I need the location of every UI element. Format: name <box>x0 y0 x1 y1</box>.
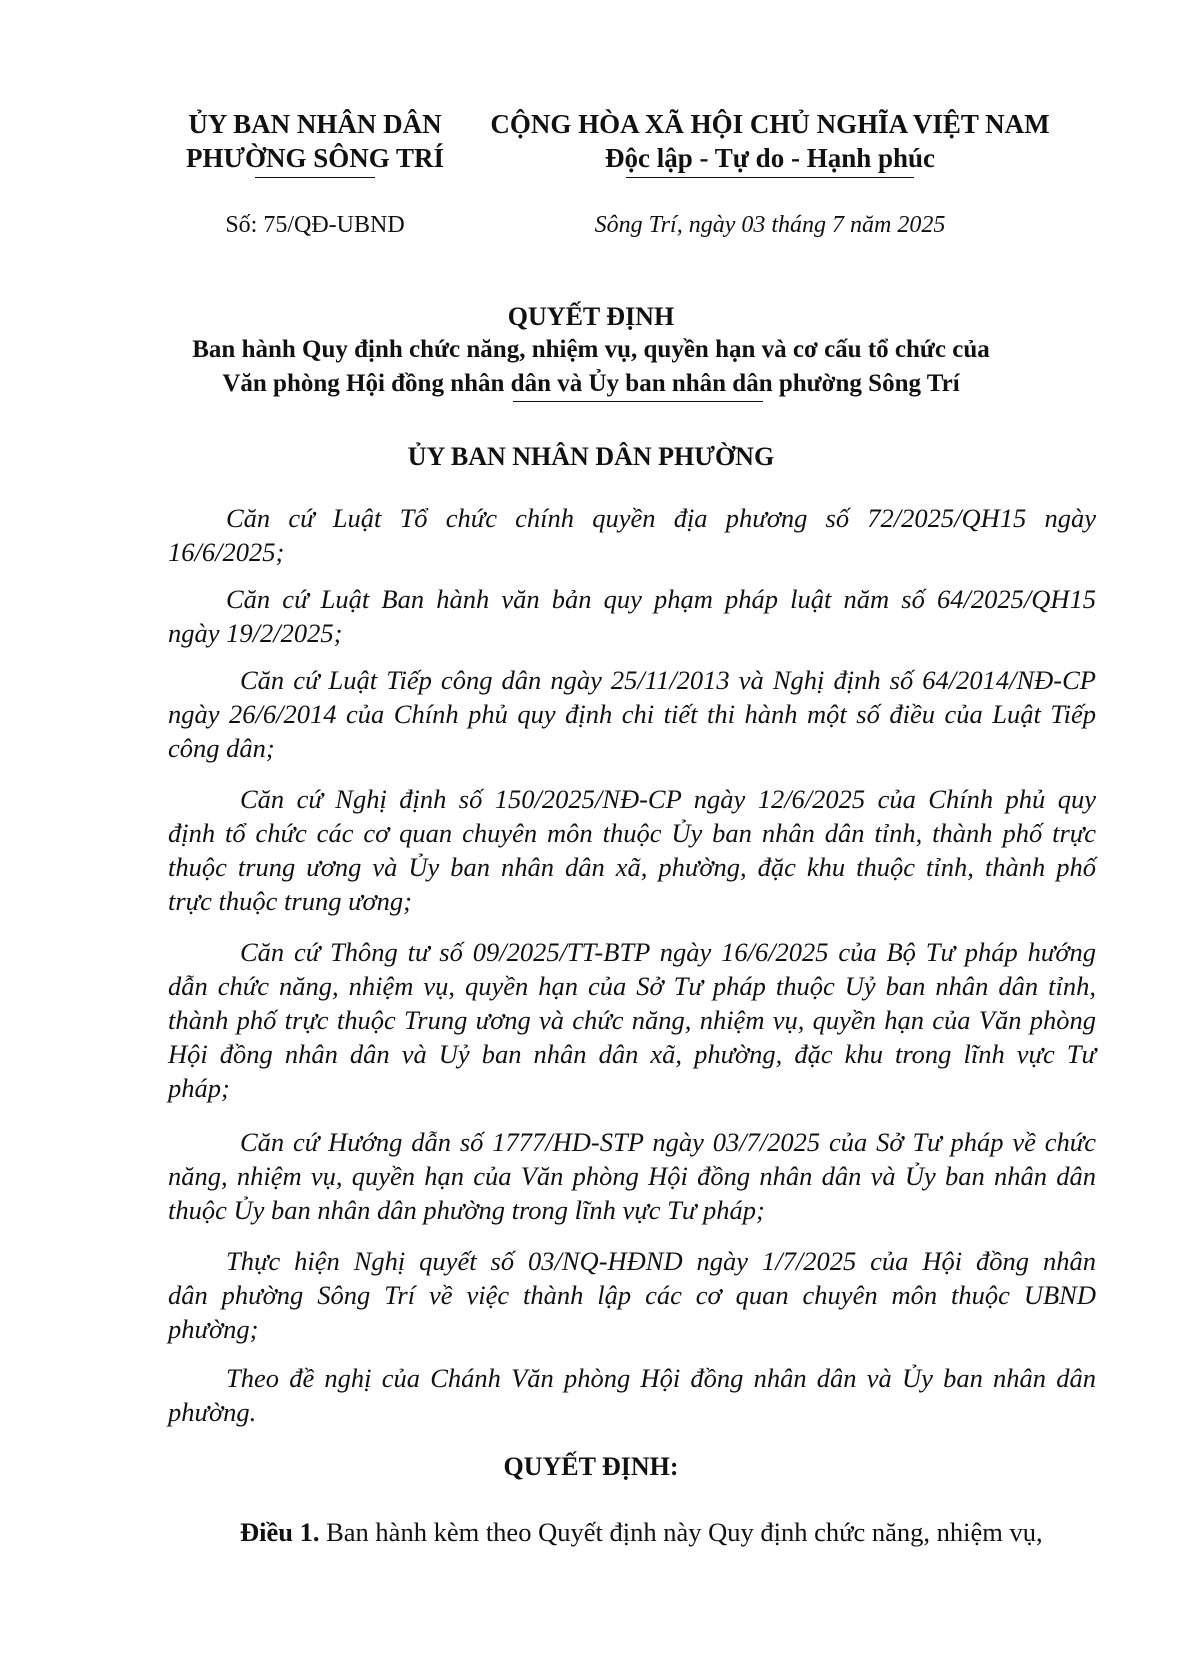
implementing-resolution-line: Thực hiện Nghị quyết số 03/NQ-HĐND ngày 1/7/2025 của Hội đồng nhân <box>226 1246 1096 1276</box>
title-underline <box>513 401 763 402</box>
motto-underline <box>626 177 914 178</box>
legal-basis-5-line: dẫn chức năng, nhiệm vụ, quyền hạn của Sở Tư pháp thuộc Uỷ ban nhân dân tỉnh, <box>168 971 1096 1001</box>
legal-basis-6 <box>168 1125 1096 1227</box>
national-title: CỘNG HÒA XÃ HỘI CHỦ NGHĨA VIỆT NAM <box>490 109 1050 139</box>
document-subject-line1: Ban hành Quy định chức năng, nhiệm vụ, quyền hạn và cơ cấu tổ chức của <box>192 336 990 363</box>
legal-basis-2-line: Căn cứ Luật Ban hành văn bản quy phạm pháp luật năm số 64/2025/QH15 <box>226 584 1096 614</box>
legal-basis-1-line: Căn cứ Luật Tổ chức chính quyền địa phương số 72/2025/QH15 ngày <box>226 503 1096 533</box>
legal-basis-3-line: công dân; <box>168 733 275 763</box>
legal-basis-4-line: thuộc trung ương và Ủy ban nhân dân xã, phường, đặc khu thuộc tỉnh, thành phố <box>168 852 1096 882</box>
legal-basis-2-line: ngày 19/2/2025; <box>168 618 343 648</box>
proposal-clause-line: phường. <box>168 1397 257 1427</box>
legal-basis-4-line: Căn cứ Nghị định số 150/2025/NĐ-CP ngày 12/6/2025 của Chính phủ quy <box>240 784 1096 814</box>
article-1 <box>168 1515 1096 1549</box>
agency-name-line2: PHƯỜNG SÔNG TRÍ <box>185 143 445 173</box>
issuing-authority: ỦY BAN NHÂN DÂN PHƯỜNG <box>407 442 775 471</box>
legal-basis-2 <box>168 582 1096 650</box>
legal-basis-6-line: Căn cứ Hướng dẫn số 1777/HD-STP ngày 03/7/2025 của Sở Tư pháp về chức <box>240 1127 1096 1157</box>
legal-basis-5-line: Căn cứ Thông tư số 09/2025/TT-BTP ngày 16/6/2025 của Bộ Tư pháp hướng <box>240 937 1096 967</box>
document-subject-line2: Văn phòng Hội đồng nhân dân và Ủy ban nhân dân phường Sông Trí <box>222 370 960 397</box>
legal-basis-5 <box>168 935 1096 1105</box>
article-1-label: Điều 1. <box>240 1517 320 1547</box>
legal-basis-4 <box>168 782 1096 918</box>
legal-basis-1-line: 16/6/2025; <box>168 537 285 567</box>
legal-basis-3-line: ngày 26/6/2014 của Chính phủ quy định chi tiết thi hành một số điều của Luật Tiếp <box>168 699 1096 729</box>
legal-basis-3 <box>168 663 1096 765</box>
legal-basis-5-line: pháp; <box>168 1073 230 1103</box>
implementing-resolution-line: dân phường Sông Trí về việc thành lập các cơ quan chuyên môn thuộc UBND <box>168 1280 1096 1310</box>
agency-underline <box>255 177 375 178</box>
proposal-clause <box>168 1361 1096 1429</box>
document-number: Số: 75/QĐ-UBND <box>225 212 405 238</box>
implementing-resolution <box>168 1244 1096 1346</box>
legal-basis-4-line: định tổ chức các cơ quan chuyên môn thuộc Ủy ban nhân dân tỉnh, thành phố trực <box>168 818 1096 848</box>
legal-basis-5-line: thành phố trực thuộc Trung ương và chức năng, nhiệm vụ, quyền hạn của Văn phòng <box>168 1005 1096 1035</box>
legal-basis-5-line: Hội đồng nhân dân và Uỷ ban nhân dân xã, phường, đặc khu trong lĩnh vực Tư <box>168 1039 1096 1069</box>
agency-name-line1: ỦY BAN NHÂN DÂN <box>188 109 442 139</box>
legal-basis-1 <box>168 501 1096 569</box>
legal-basis-3-line: Căn cứ Luật Tiếp công dân ngày 25/11/2013 và Nghị định số 64/2014/NĐ-CP <box>240 665 1096 695</box>
implementing-resolution-line: phường; <box>168 1314 259 1344</box>
proposal-clause-line: Theo đề nghị của Chánh Văn phòng Hội đồng nhân dân và Ủy ban nhân dân <box>226 1363 1096 1393</box>
document-type-title: QUYẾT ĐỊNH <box>507 302 675 331</box>
legal-basis-6-line: thuộc Ủy ban nhân dân phường trong lĩnh vực Tư pháp; <box>168 1195 765 1225</box>
national-motto: Độc lập - Tự do - Hạnh phúc <box>604 143 936 173</box>
legal-basis-4-line: trực thuộc trung ương; <box>168 886 412 916</box>
decision-heading: QUYẾT ĐỊNH: <box>503 1452 679 1481</box>
place-and-date: Sông Trí, ngày 03 tháng 7 năm 2025 <box>594 212 946 238</box>
legal-basis-6-line: năng, nhiệm vụ, quyền hạn của Văn phòng Hội đồng nhân dân và Ủy ban nhân dân <box>168 1161 1096 1191</box>
article-1-text: Ban hành kèm theo Quyết định này Quy định chức năng, nhiệm vụ, <box>326 1517 1043 1547</box>
